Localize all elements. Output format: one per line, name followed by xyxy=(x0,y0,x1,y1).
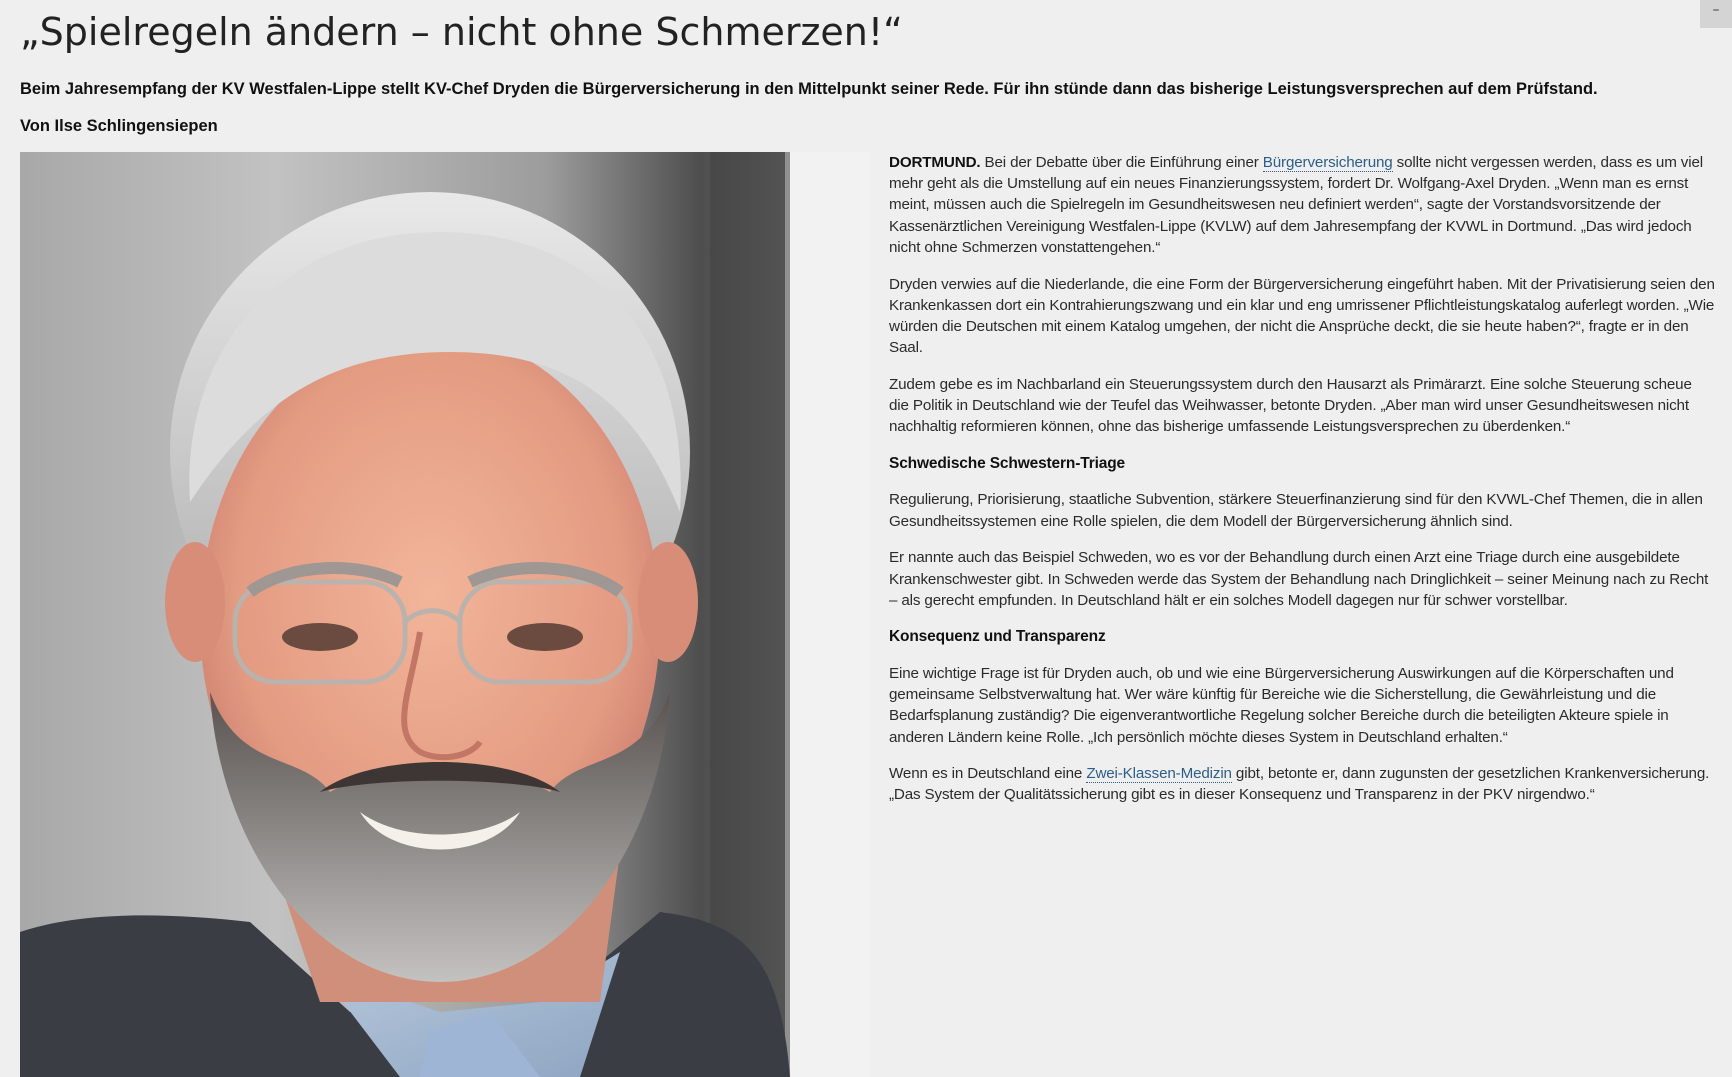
link-zwei-klassen-medizin[interactable]: Zwei-Klassen-Medizin xyxy=(1086,765,1232,783)
portrait-photo xyxy=(20,152,870,1077)
link-buergerversicherung[interactable]: Bürgerversicherung xyxy=(1262,154,1393,171)
minimize-button[interactable]: – xyxy=(1700,0,1732,28)
article-body xyxy=(889,152,1715,821)
portrait-illustration xyxy=(20,152,870,1077)
article-paragraph xyxy=(889,763,1715,805)
paragraph-text: gibt, betonte er, dann zugunsten der gesetzlichen Krankenversicherung. „Das System der Qualitätssicherung gibt es in dieser Konsequenz und Transparenz in der PKV nirgendwo.“ xyxy=(889,765,1710,804)
article-byline: Von Ilse Schlingensiepen xyxy=(20,117,218,135)
paragraph-text: Wenn es in Deutschland eine xyxy=(889,765,1087,783)
article-paragraph: Regulierung, Priorisierung, staatliche Subvention, stärkere Steuerfinanzierung sind für den KVWL-Chef Themen, die in allen Gesundheitssystemen eine Rolle spielen, die dem Modell der Bürgerversicherung ähnlich sind. xyxy=(889,491,1703,530)
article-headline: „Spielregeln ändern – nicht ohne Schmerzen!“ xyxy=(20,10,903,54)
paragraph-text: sollte nicht vergessen werden, dass es um viel mehr geht als die Umstellung auf ein neues Finanzierungssystem, fordert Dr. Wolfgang-Axel Dryden. „Wenn man es ernst meint, müssen auch die Spielregeln im Gesundheitswesen neu definiert werden“, sagte der Vorstandsvorsitzende der Kassenärztlichen Vereinigung Westfalen-Lippe (KVLW) auf dem Jahresempfang der KVWL in Dortmund. „Das wird jedoch nicht ohne Schmerzen vonstattengehen.“ xyxy=(889,154,1703,256)
article-paragraph: Zudem gebe es im Nachbarland ein Steuerungssystem durch den Hausarzt als Primärarzt. Eine solche Steuerung scheue die Politik in Deutschland wie der Teufel das Weihwasser, betonte Dryden. „Aber man wird unser Gesundheitswesen nicht nachhaltig reformieren können, ohne das bisherige umfassende Leistungsversprechen zu überdenken.“ xyxy=(889,375,1692,436)
article-paragraph: Er nannte auch das Beispiel Schweden, wo es vor der Behandlung durch einen Arzt eine Triage durch eine ausgebildete Krankenschwester gibt. In Schweden werde das System der Behandlung nach Dringlichkeit – seiner Meinung nach zu Recht – als gerecht empfunden. In Deutschland hält er ein solches Modell dagegen nur für schwer vorstellbar. xyxy=(889,549,1709,609)
section-heading: Konsequenz und Transparenz xyxy=(889,628,1106,646)
article-paragraph: Eine wichtige Frage ist für Dryden auch, ob und wie eine Bürgerversicherung Auswirkungen auf die Körperschaften und gemeinsame Selbstverwaltung hat. Wer wäre künftig für Bereiche wie die Sicherstellung, die Gewährleistung und die Bedarfsplanung zuständig? Die eigenverantwortliche Regelung solcher Bereiche durch die beteiligten Akteure spiele in anderen Ländern keine Rolle. „Ich persönlich möchte dieses System in Deutschland erhalten.“ xyxy=(889,664,1674,746)
paragraph-text: Bei der Debatte über die Einführung einer xyxy=(980,154,1263,171)
article-lead: Beim Jahresempfang der KV Westfalen-Lippe stellt KV-Chef Dryden die Bürgerversicherung in den Mittelpunkt seiner Rede. Für ihn stünde dann das bisherige Leistungsversprechen auf dem Prüfstand. xyxy=(20,80,1598,98)
article-paragraph: Dryden verwies auf die Niederlande, die eine Form der Bürgerversicherung eingeführt haben. Mit der Privatisierung seien den Krankenkassen dort ein Kontrahierungszwang und ein klar und eng umrissener Pflichtleistungskatalog auferlegt worden. „Wie würden die Deutschen mit einem Katalog umgehen, der nicht die Ansprüche deckt, die sie heute haben?“, fragte er in den Saal. xyxy=(889,275,1715,357)
section-heading: Schwedische Schwestern-Triage xyxy=(889,454,1125,472)
dateline: DORTMUND. xyxy=(889,154,981,171)
article-paragraph xyxy=(889,152,1715,258)
